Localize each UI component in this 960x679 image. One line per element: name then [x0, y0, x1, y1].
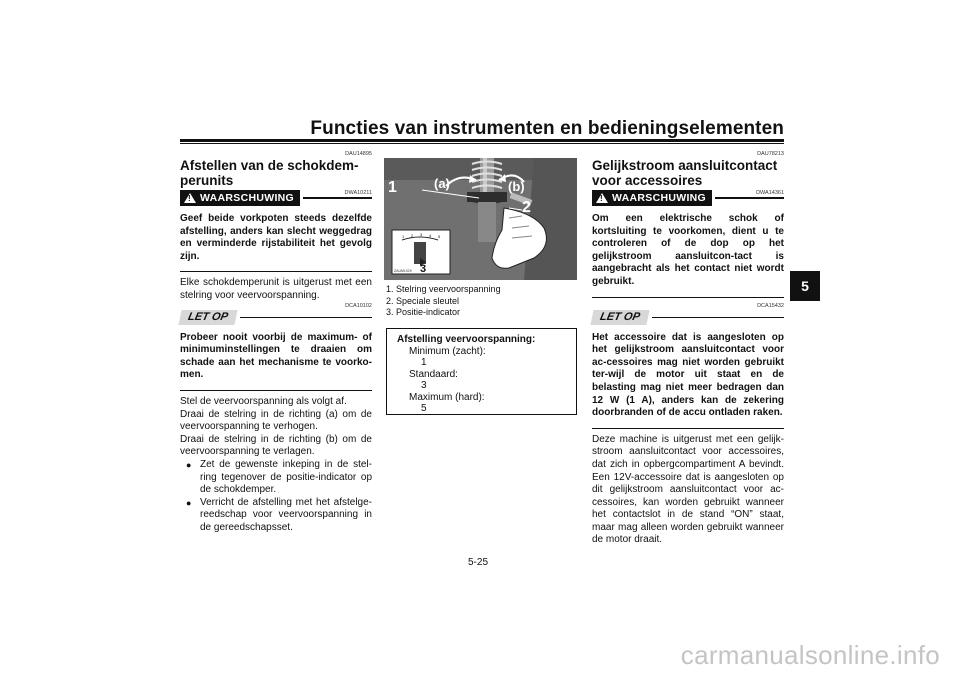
figure-captions: [386, 284, 501, 319]
header-rule-thin: [180, 143, 784, 144]
label-one: 1: [388, 179, 397, 196]
caption-3: 3. Positie-indicator: [386, 307, 461, 317]
spec-max-value: 5: [421, 403, 427, 414]
label-a: (a): [434, 176, 450, 191]
warning-rule: [715, 197, 784, 199]
bullet-dot-icon: ●: [186, 459, 192, 470]
notice-badge: LET OP: [590, 310, 649, 325]
spec-min-value: 1: [421, 357, 427, 368]
bullet-dot-icon: ●: [186, 497, 192, 508]
warning-label: WAARSCHUWING: [612, 192, 707, 204]
warning-code: DWA14361: [756, 190, 784, 196]
page-header-title: Functies van instrumenten en bedieningselementen: [310, 118, 784, 139]
body-paragraph: Deze machine is uitgerust met een gelijk-stroom aansluitcontact voor accessoires, dat zich in opbergcompartiment A bevindt. Een 12V-accessoire dat is aangesloten op dit gelijkstroom aansluitcontact voor ac-cessoires, kan worden gebruikt wanneer het contactslot in de stand “ON” staat, maar mag alleen worden gebruikt wanneer de motor draait.: [592, 433, 784, 546]
body-paragraph-3: Draai de stelring in de richting (b) om de veervoorspanning te verlagen.: [180, 433, 372, 458]
notice-code: DCA15432: [757, 302, 784, 309]
figure-code: ZAUM1029: [394, 269, 412, 273]
notice-rule: [240, 317, 372, 318]
shock-absorber-figure: [384, 158, 577, 280]
warning-text: Om een elektrische schok of kortsluiting te voorkomen, dient u te controleren of de dop op het gelijkstroom aansluitcon-tact is aangebracht als het contact niet wordt gebruikt.: [592, 213, 784, 287]
scale-mark-3: 3: [420, 232, 423, 237]
warning-end-rule: [592, 297, 784, 298]
notice-code: DCA10102: [345, 302, 372, 309]
spec-max-label: Maximum (hard):: [409, 391, 485, 403]
notice-text: Het accessoire dat is aangesloten op het gelijkstroom aansluitcontact voor ac-cessoires mag niet worden gebruikt ter-wijl de motor uit staat en de belasting mag niet meer bedragen dan 12 W (1 A), anders kan de zekering doorbranden of de accu ontladen raken.: [592, 331, 784, 419]
label-two: 2: [522, 199, 531, 216]
chapter-tab[interactable]: 5: [790, 271, 820, 301]
spec-title: Afstelling veervoorspanning:: [397, 334, 536, 345]
warning-code: DWA10211: [344, 190, 372, 196]
body-paragraph-1: Stel de veervoorspanning als volgt af.: [180, 395, 347, 407]
left-column: [180, 151, 372, 534]
caption-2: 2. Speciale sleutel: [386, 295, 460, 306]
spec-std-value: 3: [421, 380, 427, 391]
watermark[interactable]: carmanualsonline.info: [680, 640, 940, 670]
bullet-text-2: Verricht de afstelling met het afstelge-reedschap voor veervoorspanning in de gereedschapsset.: [200, 496, 372, 533]
notice-header: [180, 310, 372, 325]
spec-std-label: Standaard:: [409, 368, 458, 380]
section-code: DAU78213: [757, 151, 784, 157]
scale-mark-2: 2: [411, 233, 414, 238]
scale-mark-1: 1: [402, 234, 405, 239]
notice-rule: [652, 317, 784, 318]
right-column: [592, 151, 784, 547]
spec-box: [386, 328, 577, 415]
header-rule: [180, 139, 784, 142]
notice-end-rule: [592, 428, 784, 429]
caption-1: 1. Stelring veervoorspanning: [386, 284, 501, 294]
warning-badge: [180, 190, 300, 206]
spec-min-label: Minimum (zacht):: [409, 345, 486, 357]
section-code: DAU14895: [345, 151, 372, 157]
label-three: 3: [420, 263, 427, 275]
warning-rule: [303, 197, 372, 199]
notice-text: Probeer nooit voorbij de maximum- of minimuminstellingen te draaien om schade aan het mechanisme te voorko-men.: [180, 331, 372, 381]
warning-triangle-icon: [596, 193, 608, 203]
warning-label: WAARSCHUWING: [200, 192, 295, 204]
bullet-text-1: Zet de gewenste inkeping in de stel-ring tegenover de positie-indicator op de schokdemper.: [200, 458, 372, 496]
scale-mark-5: 5: [438, 234, 441, 239]
bullet-item: [180, 459, 372, 497]
notice-badge: LET OP: [178, 310, 237, 325]
notice-end-rule: [180, 390, 372, 391]
shock-absorber-illustration: [384, 158, 577, 280]
body-paragraph-2: Draai de stelring in de richting (a) om de veervoorspanning te verhogen.: [180, 408, 372, 433]
warning-triangle-icon: [184, 193, 196, 203]
section-heading: Gelijkstroom aansluitcontact voor accessoires: [592, 158, 778, 188]
warning-end-rule: [180, 271, 372, 272]
intro-paragraph: Elke schokdemperunit is uitgerust met een stelring voor veervoorspanning.: [180, 277, 372, 301]
warning-badge: [592, 190, 712, 206]
scale-mark-4: 4: [429, 233, 432, 238]
label-b: (b): [508, 179, 525, 194]
warning-text: Geef beide vorkpoten steeds dezelfde afstelling, anders kan slecht weggedrag en verminderde rijstabiliteit het gevolg zijn.: [180, 213, 372, 262]
page-number: 5-25: [468, 557, 489, 568]
notice-header: [592, 310, 784, 325]
bullet-item: [180, 497, 372, 535]
warning-header: [180, 190, 372, 206]
section-heading: Afstellen van de schokdem-perunits: [180, 158, 359, 188]
